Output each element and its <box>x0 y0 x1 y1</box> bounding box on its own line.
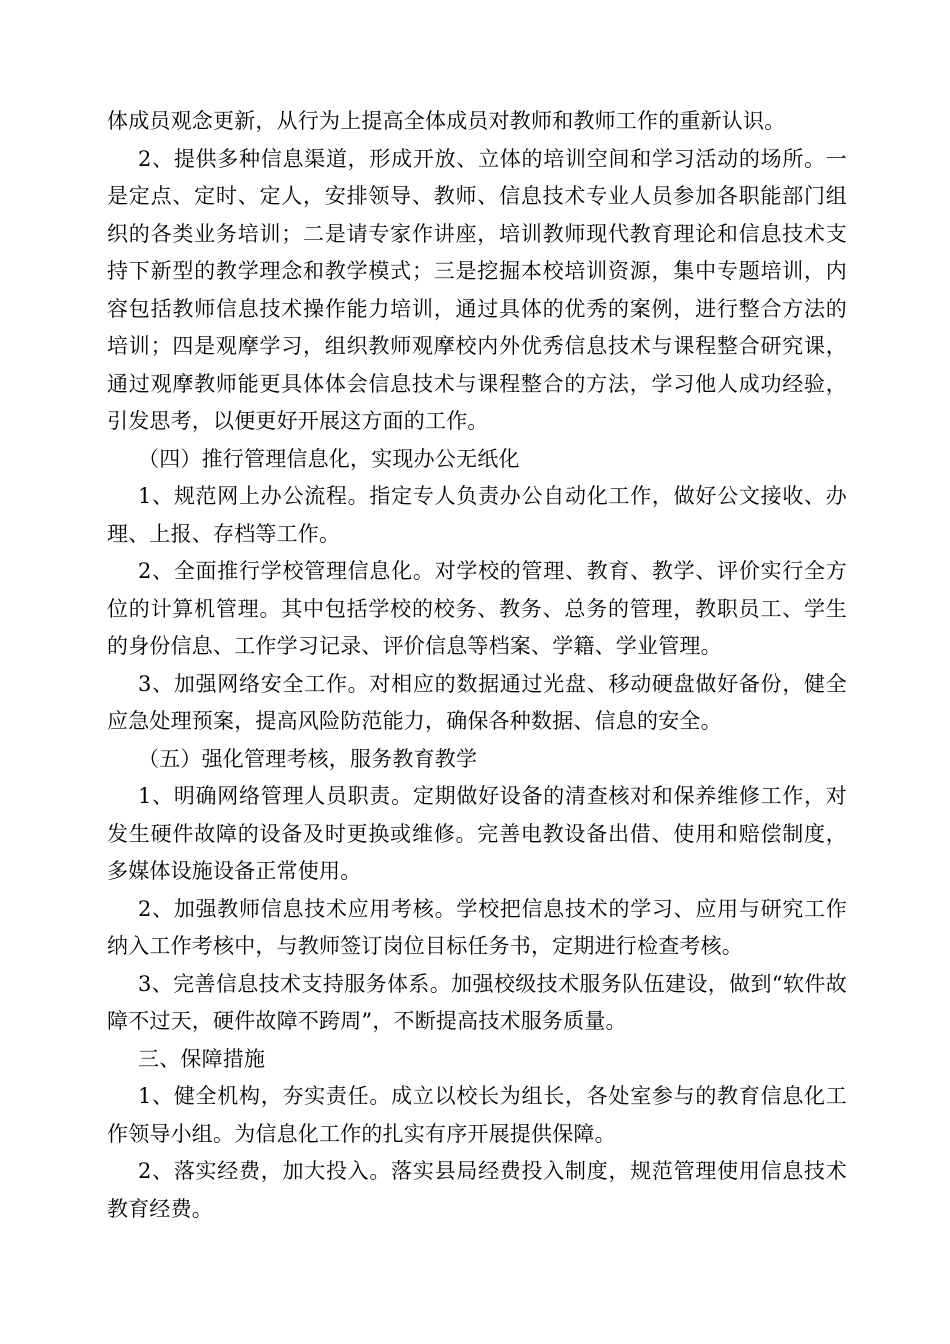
paragraph-training-channels: 2、提供多种信息渠道，形成开放、立体的培训空间和学习活动的场所。一是定点、定时、定人，安排领导、教师、信息技术专业人员参加各职能部门组织的各类业务培训；二是请专家作讲座，培训教师现代教育理论和信息技术支持下新型的教学理念和教学模式；三是挖掘本校培训资源，集中专题培训，内容包括教师信息技术操作能力培训，通过具体的优秀的案例，进行整合方法的培训；四是观摩学习，组织教师观摩校内外优秀信息技术与课程整合研究课，通过观摩教师能更具体体会信息技术与课程整合的方法，学习他人成功经验，引发思考，以便更好开展这方面的工作。 <box>107 146 847 433</box>
paragraph-organization: 1、健全机构，夯实责任。成立以校长为组长，各处室参与的教育信息化工作领导小组。为信息化工作的扎实有序开展提供保障。 <box>107 1084 847 1146</box>
paragraph-continuation: 体成员观念更新，从行为上提高全体成员对教师和教师工作的重新认识。 <box>107 109 786 133</box>
paragraph-network-security: 3、加强网络安全工作。对相应的数据通过光盘、移动硬盘做好备份，健全应急处理预案，提高风险防范能力，确保各种数据、信息的安全。 <box>107 671 847 733</box>
paragraph-support-system: 3、完善信息技术支持服务体系。加强校级技术服务队伍建设，做到“软件故障不过天，硬件故障不跨周”，不断提高技术服务质量。 <box>107 971 847 1033</box>
section-heading-3-measures: 三、保障措施 <box>138 1046 266 1071</box>
paragraph-teacher-assessment: 2、加强教师信息技术应用考核。学校把信息技术的学习、应用与研究工作纳入工作考核中，与教师签订岗位目标任务书，定期进行检查考核。 <box>107 896 847 958</box>
paragraph-funding: 2、落实经费，加大投入。落实县局经费投入制度，规范管理使用信息技术教育经费。 <box>107 1159 847 1221</box>
document-page <box>107 103 847 1228</box>
section-heading-4: （四）推行管理信息化，实现办公无纸化 <box>138 446 520 471</box>
paragraph-management-informatization: 2、全面推行学校管理信息化。对学校的管理、教育、教学、评价实行全方位的计算机管理。其中包括学校的校务、教务、总务的管理，教职员工、学生的身份信息、工作学习记录、评价信息等档案、学籍、学业管理。 <box>107 559 847 658</box>
section-heading-5: （五）强化管理考核，服务教育教学 <box>138 746 478 771</box>
paragraph-network-staff: 1、明确网络管理人员职责。定期做好设备的清查核对和保养维修工作，对发生硬件故障的设备及时更换或维修。完善电教设备出借、使用和赔偿制度，多媒体设施设备正常使用。 <box>107 784 847 883</box>
paragraph-online-office: 1、规范网上办公流程。指定专人负责办公自动化工作，做好公文接收、办理、上报、存档等工作。 <box>107 484 847 546</box>
